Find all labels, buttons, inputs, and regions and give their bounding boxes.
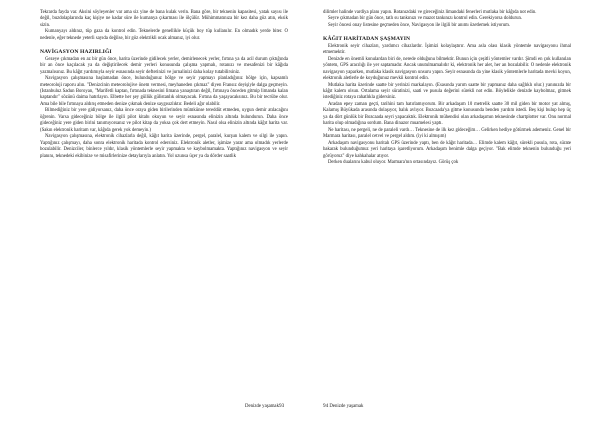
running-footer-label: Denizde yaşamak (245, 404, 279, 409)
paragraph: Bilmediğiniz bir yere gidiyorsanız, daha önce oraya giden birilerinden mümkünse tereddüt etmeden, uygun demir atılacağını öğrenin. Varsa gideceğiniz bölge ile ilgili pilot kitabı okuyun ve seyir esnasında elinizin altında bulundurun. Daha önce gideceğiniz yere giden birini tanımıyorsanız ve pilot kitap da yoksa çok dert etmeyin. Nasıl olsa elinizin altında kâğıt harita var. (Sakın elektronik haritam var, kâğıda gerek yok demeyin.) (40, 108, 288, 133)
paragraph: Navigasyon çalışmasına başlamadan önce, bulunduğunuz bölge ve seyir yapmayı planladığınız bölge için, kapsamlı meteoroloji raporu alın. "Denizcinin meteorolojive önem vermesi, meyhaneden çıkmaz" diyen Fransız deyişiyle dalga geçmeyin. (Istanbuluz Sadun Boroyan, "Marifetli kaptan, fırtınada teknesini limana yanaştıran değil, fırtınaya önceden gitmip limanda kalan kaptandır" sözünü daima hatırlayın. Elbette her şey güllük gülistanlık olmayacak. Fırtına da yaşayacaksınız. Bu bir tecrübe olur. Ama bile bile fırtınaya aldırış etmeden denize çıkmak denize saygısızlıktır. Bedeli ağır olabilir. (40, 76, 288, 107)
page-number: 94 (323, 403, 329, 409)
paragraph: Aradan epey zaman geçti, tarihini tam hatırlamıyorum. Bir arkadaşım 10 metrelik saatte 30 mil giden bir motor yat almış, Kalamış Büyükada arasında dolaşıyor, balık avlıyor. Bozcaada'ya gitme konusunda benden yardım istedi. Beş kişi bulup hep üç ya da dört günlük bir Bozcaada seyri yapacaktık. Elektronik mühendisi olan arkadaşımın teknesinde chartplotter var. Onu normal harita olup olmadığına sordum. Bana dinazor muamelesi yaptı. (323, 101, 571, 127)
paragraph: Mutlaka harita üzerinde saatte bir yerinizi markalayın. (Esasında yarım saatte bir yapmanız daha sağlıklı olur.) yanınızda bir kâğıt kalem olsun. Ortalama seyir süratinizi, saati ve pusula değerini sürekli not edin. Böylelikle denizde kaybolmaz, gitmek istediğiniz rotaya rahatlıkla gidersiniz. (323, 82, 571, 101)
paragraph: Gezeye çıkmadan en az bir gün önce, harita üzerinde gidilecek yerler, demirlenecek yerler, fırtına ya da acil durum çıktığında bir an önce kaçılacak ya da değiştirilecek demir yerleri konusunda çalışma yapmalı, rotanızı ve mesafenizi bir kâğıda yazmalısınız. Bu kâğıt yardımıyla seyir esnasında seyir defterinizi ve jurnalinizi daha kolay tutabilirsiniz. (40, 56, 288, 75)
paragraph: Kumanyayı aldınız, tüp gaza da kontrol edin. Teknelerde genellikle küçük boy tüp kullanılır. En olmadık yerde biter. O nedenle, eğer teknede yeterli sayıda değilse, bir göz elektrikli ocak almanız, iyi olur. (40, 29, 288, 41)
page-number: 93 (278, 403, 285, 409)
right-page (323, 10, 571, 166)
paragraph: Ne haritası, ne pergeli, ne de paraleli vardı… Teknesine de ilk kez gideceğim… Gelirken hediye götürmek ademeniz. Genel bir Marmara haritası, paralel cetvel ve pergel aldım. (iyi ki almışım) (323, 127, 571, 140)
section-heading: NAVİGASYON HAZIRLIĞI (40, 49, 112, 56)
paragraph: Elektronik seyir cihazları, yardımcı cihazlardır. İşimizi kolaylaştırır. Ama asla olası klasik yöntemle navigasyonu ihmal etmemektir. (323, 43, 571, 56)
section-heading: KÂĞIT HARİTADAN ŞAŞMAYIN (323, 36, 411, 43)
paragraph: Seyre çıkmadan bir gün önce, tatlı su tankınızı ve mazot tankınızı kontrol edin. Gerekiyorsa doldurun. (328, 16, 523, 22)
paragraph: Tekrarda fayda var. Aksini söyleyenler var ama siz yine de bana kulak verin. Bana göre, bir teknenin kapasitesi, yatak sayısı ile değil, buzdolaplarında kaç kişiye ne kadar süre ile kumanya çıkarması ile ölçülür. Mühimmatınıza bir kez daha göz atın, eksik sizin. (40, 10, 288, 28)
running-footer-label: Denizde yaşamak (329, 404, 364, 409)
paragraph: dilimler halinde vardiya planı yapın. Rotanızdaki ve gireceğiniz limandaki fenerleri mutlaka bir kâğıda not edin. (323, 10, 537, 15)
paragraph: Denizde en önemli konulardan biri de, nerede olduğunu bilmektir. Bunun için çeşitli yöntemler vardır. Şimdi en çok kullanılan yöntem, GPS aracılığı ile yer saptamadır. Ancak unutulmamalıdır ki, elektronik her alet, her an bozulabilir. O nedenle elektronik navigasyon yaparken, mutlaka klasik navigasyon unsuru yapın. Seyir esnasında da yine klasik yöntemlerle haritada mevki koyun, elektronik aletlerle de koyduğunuz mevkii kontrol edin. (323, 56, 571, 82)
paragraph: Navigasyon çalışmasına, elektronik cihazlarla değil, kâğıt harita üzerinde, pergel, paralel, kurşun kalem ve silgi ile yapın. Yaptığınız çalışmayı, daha sonra elektronik haritada kontrol edersiniz. Elektronik aletler, işimize yarar ama olmadık yerlerde bozulabilir. Denizciler, binlerce yıldır, klasik yöntemlerle seyir yapmakta ve kaybolmamakta. Yaptığınız navigasyon ve seyir planını, teknedeki ekibinize ve misafirlerinize detaylarıyla anlatın. Yol uzunsa üçer ya da dörder saatlik (40, 134, 288, 159)
left-page (40, 10, 288, 160)
paragraph: Arkadaşım navigasyonu haritalı GPS üzerinde yaptı, ben de kâğıt haritada… Elimde kalem kâğıt, sürekli pusula, rota, sürate bakarak bulunduğumuz yeri haritaya işaretliyorum. Arkadaşım benimle dalga geçiyor. "Bak elimde teknenin bulunduğu yeri görüyoruz" diye kahkahalar atıyor. (323, 140, 571, 159)
paragraph: Derken dualarını kabul oluyor. Marmara'nın ortasındayız. Görüş çok (328, 160, 459, 166)
left-page-footer (245, 403, 284, 409)
paragraph: Seyir öncesi onay listesine geçmeden önce, Navigasyon ile ilgili bir anımı özetlemek istiyorum. (328, 22, 511, 28)
right-page-footer (323, 403, 363, 409)
